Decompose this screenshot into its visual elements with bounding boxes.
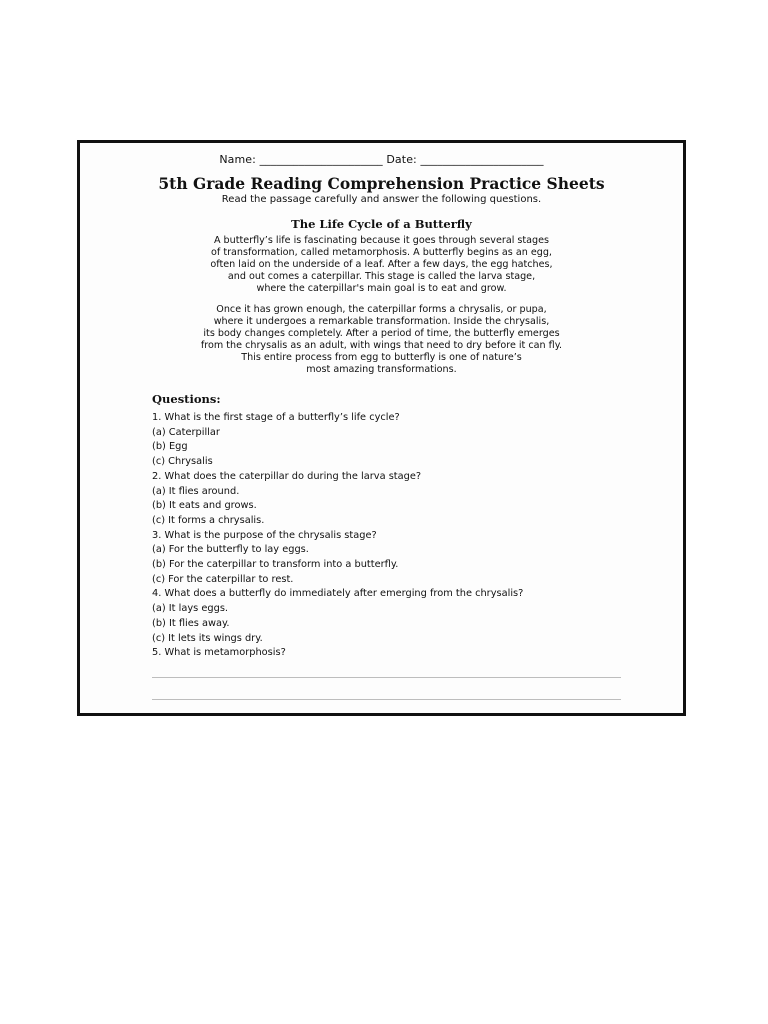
- answer-option: (b) Egg: [152, 441, 188, 453]
- question-item: 3. What is the purpose of the chrysalis stage?: [152, 529, 377, 541]
- answer-writing-line: [152, 677, 621, 678]
- passage-line: its body changes completely. After a period of time, the butterfly emerges: [203, 328, 560, 339]
- question-item: 5. What is metamorphosis?: [152, 647, 286, 659]
- question-item: 1. What is the first stage of a butterfly’s life cycle?: [152, 412, 400, 423]
- answer-option: (a) Caterpillar: [152, 426, 220, 438]
- answer-option: (a) It flies around.: [152, 485, 240, 497]
- passage-line: and out comes a caterpillar. This stage is called the larva stage,: [227, 271, 536, 282]
- answer-option: (c) It lets its wings dry.: [152, 632, 263, 644]
- passage-line: where it undergoes a remarkable transformation. Inside the chrysalis,: [213, 316, 550, 327]
- passage-line: where the caterpillar's main goal is to eat and grow.: [256, 283, 507, 294]
- passage-line: most amazing transformations.: [306, 364, 457, 375]
- name-date-line: Name: ______________________ Date: ______________________: [219, 153, 544, 166]
- question-item: 4. What does a butterfly do immediately after emerging from the chrysalis?: [152, 588, 524, 600]
- passage-line: Once it has grown enough, the caterpillar forms a chrysalis, or pupa,: [216, 304, 547, 315]
- instructions-text: Read the passage carefully and answer the following questions.: [221, 194, 542, 205]
- answer-option: (c) Chrysalis: [152, 456, 213, 468]
- passage-line: A butterfly’s life is fascinating because it goes through several stages: [213, 235, 550, 246]
- answer-option: (c) It forms a chrysalis.: [152, 514, 265, 526]
- passage-line: from the chrysalis as an adult, with wings that need to dry before it can fly.: [200, 340, 563, 351]
- passage-line: This entire process from egg to butterfly is one of nature’s: [241, 352, 522, 363]
- questions-list: [152, 411, 523, 661]
- worksheet-page: [77, 140, 686, 716]
- passage-paragraph-1: [80, 235, 683, 295]
- passage-title: The Life Cycle of a Butterfly: [291, 217, 472, 231]
- passage-line: of transformation, called metamorphosis. A butterfly begins as an egg,: [211, 247, 552, 258]
- questions-heading: Questions:: [152, 392, 221, 406]
- answer-writing-line: [152, 699, 621, 700]
- answer-option: (c) For the caterpillar to rest.: [152, 573, 294, 585]
- passage-paragraph-2: [80, 304, 683, 376]
- worksheet-title: 5th Grade Reading Comprehension Practice Sheets: [158, 174, 605, 193]
- question-item: 2. What does the caterpillar do during the larva stage?: [152, 470, 422, 482]
- answer-option: (a) It lays eggs.: [152, 603, 229, 615]
- passage-line: often laid on the underside of a leaf. After a few days, the egg hatches,: [210, 259, 553, 270]
- answer-option: (a) For the butterfly to lay eggs.: [152, 544, 309, 556]
- answer-option: (b) It eats and grows.: [152, 500, 257, 512]
- answer-option: (b) For the caterpillar to transform into a butterfly.: [152, 559, 399, 571]
- answer-option: (b) It flies away.: [152, 617, 230, 629]
